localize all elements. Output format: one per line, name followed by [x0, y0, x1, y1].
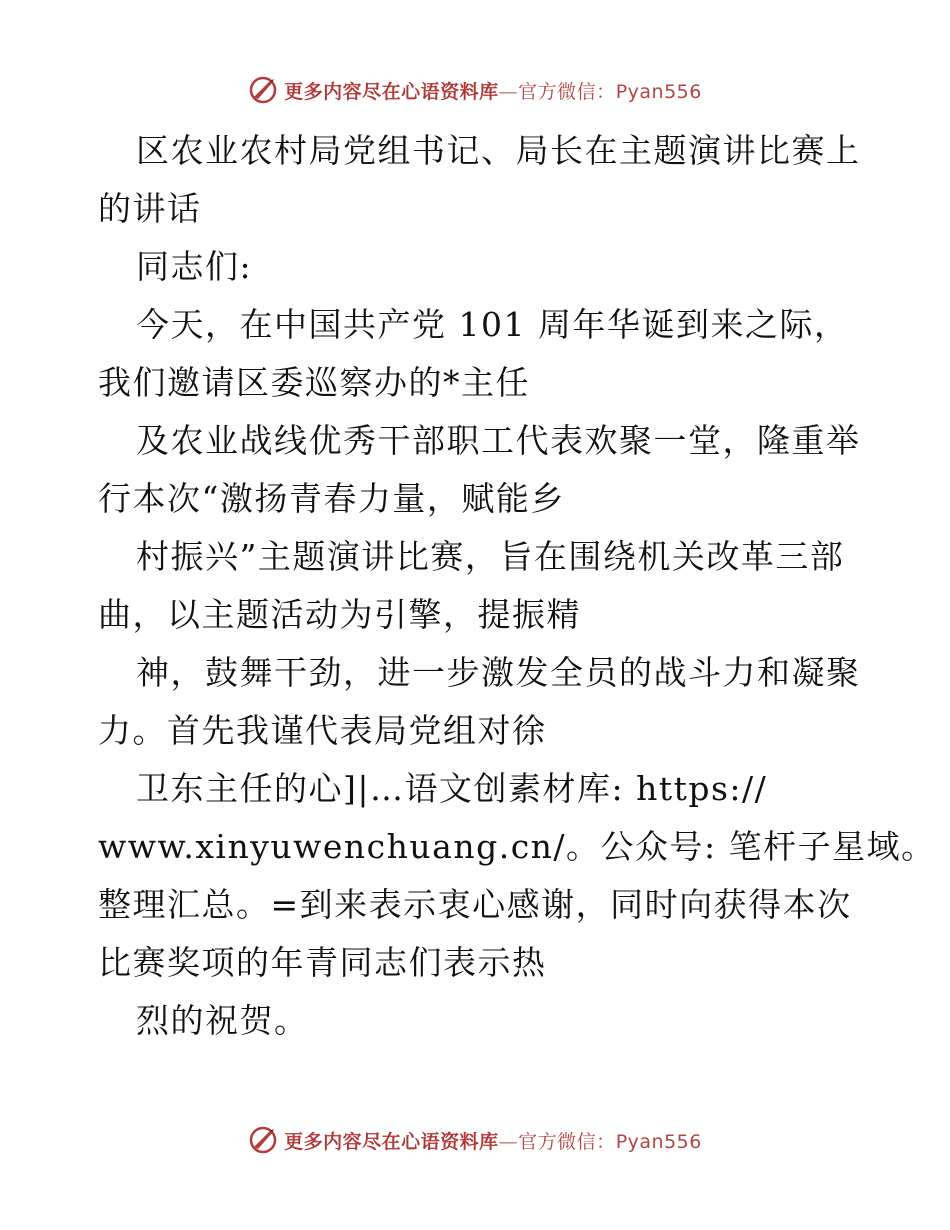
text-line: 及农业战线优秀干部职工代表欢聚一堂，隆重举	[136, 421, 861, 460]
document-body	[98, 122, 936, 1050]
banner-site-name: 更多内容尽在心语资料库	[284, 80, 499, 103]
footer-banner	[0, 1122, 950, 1158]
banner-wechat-id: Pyan556	[615, 1130, 702, 1153]
text-line: 神，鼓舞干劲，进一步激发全员的战斗力和凝聚	[136, 653, 861, 692]
banner-dash: —	[498, 1130, 519, 1153]
text-line: 力。首先我谨代表局党组对徐	[98, 711, 547, 750]
banner-site-name: 更多内容尽在心语资料库	[284, 1130, 499, 1153]
banner-dash: —	[498, 80, 519, 103]
banner-text	[284, 77, 702, 104]
text-line: 行本次“激扬青春力量，赋能乡	[98, 479, 565, 518]
text-line: 卫东主任的心]|…语文创素材库: https://	[136, 769, 768, 808]
text-line: 曲，以主题活动为引擎，提振精	[98, 595, 581, 634]
text-line: 整理汇总。=到来表示衷心感谢，同时向获得本次	[98, 885, 852, 924]
text-line: 烈的祝贺。	[136, 1001, 309, 1040]
banner-wechat-label: 官方微信：	[518, 80, 616, 103]
banner-wechat-label: 官方微信：	[518, 1130, 616, 1153]
header-banner	[0, 72, 950, 108]
text-line: 的讲话	[98, 189, 202, 228]
text-line: 同志们:	[136, 247, 253, 286]
text-line: 比赛奖项的年青同志们表示热	[98, 943, 547, 982]
banner-text	[284, 1127, 702, 1154]
banner-wechat-id: Pyan556	[615, 80, 702, 103]
quill-logo-icon	[248, 1125, 278, 1155]
quill-logo-icon	[248, 75, 278, 105]
text-line: www.xinyuwenchuang.cn/。公众号: 笔杆子星域。	[98, 827, 936, 866]
text-line: 村振兴”主题演讲比赛，旨在围绕机关改革三部	[136, 537, 845, 576]
text-line: 我们邀请区委巡察办的*主任	[98, 363, 530, 402]
text-line: 今天，在中国共产党 101 周年华诞到来之际，	[136, 305, 849, 344]
text-line: 区农业农村局党组书记、局长在主题演讲比赛上	[136, 131, 861, 170]
